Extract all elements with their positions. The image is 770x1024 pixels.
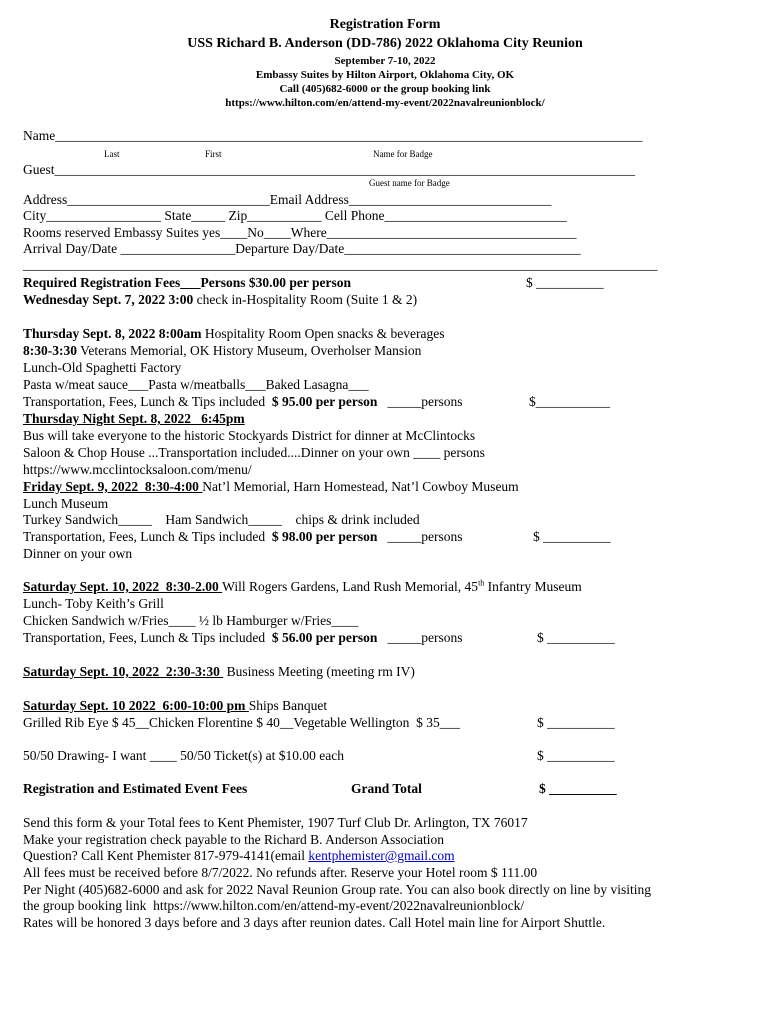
- thursday-night-detail-1: Bus will take everyone to the historic Stockyards District for dinner at McClintocks: [23, 428, 476, 443]
- friday-fee-price: $ 98.00 per person: [271, 529, 378, 544]
- name-sub-badge: Name for Badge: [373, 149, 433, 159]
- saturday-title-detail: Will Rogers Gardens, Land Rush Memorial, 45: [222, 579, 479, 594]
- footer-payable-line: Make your registration check payable to the Richard B. Anderson Association: [23, 832, 445, 847]
- footer-question-text: Question? Call Kent Phemister 817-979-4141(email: [23, 848, 309, 863]
- friday-fee-line[interactable]: [23, 530, 463, 544]
- required-fees-line[interactable]: Required Registration Fees___Persons $30.00 per person: [23, 275, 351, 290]
- hotel-venue: Embassy Suites by Hilton Airport, Oklahoma City, OK: [255, 69, 515, 81]
- thursday-lunch: Lunch-Old Spaghetti Factory: [23, 360, 182, 375]
- arrival-departure-line[interactable]: Arrival Day/Date _________________Departure Day/Date___________________________________: [23, 241, 581, 256]
- banquet-title-line: [23, 699, 327, 713]
- thursday-night-title: Thursday Night Sept. 8, 2022 6:45pm: [23, 411, 245, 426]
- form-title: Registration Form: [329, 17, 441, 32]
- friday-fee-pre: Transportation, Fees, Lunch & Tips included: [23, 529, 272, 544]
- drawing-line[interactable]: 50/50 Drawing- I want ____ 50/50 Ticket(s) at $10.00 each: [23, 748, 344, 763]
- contact-email-link[interactable]: kentphemister@gmail.com: [308, 848, 455, 863]
- friday-title: Friday Sept. 9, 2022 8:30-4:00: [23, 479, 203, 494]
- footer-fees-line: All fees must be received before 8/7/2022. No refunds after. Reserve your Hotel room $ 111.00: [23, 865, 538, 880]
- saturday-fee-line[interactable]: [23, 631, 463, 645]
- saturday-fee-price: $ 56.00 per person: [271, 630, 378, 645]
- hotel-phone-line: Call (405)682-6000 or the group booking link: [279, 83, 491, 95]
- friday-fee-persons[interactable]: _____persons: [377, 529, 463, 544]
- wednesday-label: Wednesday Sept. 7, 2022 3:00: [23, 292, 194, 307]
- friday-amount[interactable]: $ __________: [533, 529, 611, 544]
- thursday-meal-choices[interactable]: Pasta w/meat sauce___Pasta w/meatballs___Baked Lasagna___: [23, 377, 369, 392]
- grand-total-label: Grand Total: [351, 781, 422, 796]
- name-sub-first: First: [205, 149, 222, 159]
- footer-booking-link-line[interactable]: the group booking link https://www.hilton.com/en/attend-my-event/2022navalreunionblock/: [23, 898, 525, 913]
- friday-title-line: [23, 480, 519, 494]
- estimated-fees-label: Registration and Estimated Event Fees: [23, 781, 248, 796]
- thursday-detail-1: Hospitality Room Open snacks & beverages: [201, 326, 445, 341]
- name-field-line[interactable]: Name_______________________________________________________________________________________: [23, 128, 643, 143]
- banquet-title: Saturday Sept. 10 2022 6:00-10:00 pm: [23, 698, 249, 713]
- footer-rates-honored-line: Rates will be honored 3 days before and 3 days after reunion dates. Call Hotel main line for Airport Shuttle.: [23, 915, 606, 930]
- saturday-fee-pre: Transportation, Fees, Lunch & Tips included: [23, 630, 272, 645]
- friday-meal-choices[interactable]: Turkey Sandwich_____ Ham Sandwich_____ chips & drink included: [23, 512, 420, 527]
- required-fees-amount[interactable]: $ __________: [526, 275, 604, 290]
- friday-title-detail: Nat’l Memorial, Harn Homestead, Nat’l Cowboy Museum: [202, 479, 519, 494]
- thursday-fee-price: $ 95.00 per person: [271, 394, 378, 409]
- thursday-line-2: [23, 344, 421, 358]
- banquet-amount[interactable]: $ __________: [537, 715, 615, 730]
- saturday-amount[interactable]: $ __________: [537, 630, 615, 645]
- saturday-meal-choices[interactable]: Chicken Sandwich w/Fries____ ½ lb Hamburger w/Fries____: [23, 613, 359, 628]
- thursday-fee-pre: Transportation, Fees, Lunch & Tips included: [23, 394, 272, 409]
- reunion-subtitle: USS Richard B. Anderson (DD-786) 2022 Oklahoma City Reunion: [187, 36, 583, 51]
- thursday-fee-line[interactable]: [23, 395, 463, 409]
- thursday-line-1: [23, 327, 445, 341]
- footer-send-line: Send this form & your Total fees to Kent Phemister, 1907 Turf Club Dr. Arlington, TX 76017: [23, 815, 528, 830]
- thursday-fee-persons[interactable]: _____persons: [377, 394, 463, 409]
- footer-question-line: [23, 849, 455, 863]
- reunion-dates: September 7-10, 2022: [334, 55, 436, 67]
- friday-dinner: Dinner on your own: [23, 546, 133, 561]
- banquet-meal-choices[interactable]: Grilled Rib Eye $ 45__Chicken Florentine $ 40__Vegetable Wellington $ 35___: [23, 715, 460, 730]
- thursday-time-label: Thursday Sept. 8, 2022 8:00am: [23, 326, 202, 341]
- saturday-title-sup: th: [478, 578, 485, 588]
- name-sub-last: Last: [104, 149, 120, 159]
- friday-lunch: Lunch Museum: [23, 496, 109, 511]
- saturday-title-line: [23, 580, 582, 594]
- thursday-tour-detail: Veterans Memorial, OK History Museum, Overholser Mansion: [77, 343, 422, 358]
- guest-sub-badge: Guest name for Badge: [369, 178, 450, 188]
- drawing-amount[interactable]: $ __________: [537, 748, 615, 763]
- address-email-line[interactable]: Address______________________________Email Address______________________________: [23, 192, 552, 207]
- thursday-night-url[interactable]: https://www.mcclintocksaloon.com/menu/: [23, 462, 252, 477]
- footer-rate-line: Per Night (405)682-6000 and ask for 2022 Naval Reunion Group rate. You can also book directly on line by visiting: [23, 882, 652, 897]
- business-meeting-line: [23, 665, 415, 679]
- thursday-tour-time: 8:30-3:30: [23, 343, 77, 358]
- guest-field-line[interactable]: Guest______________________________________________________________________________________: [23, 162, 635, 177]
- business-meeting-detail: Business Meeting (meeting rm IV): [223, 664, 415, 679]
- booking-url: https://www.hilton.com/en/attend-my-event/2022navalreunionblock/: [225, 97, 545, 109]
- saturday-lunch: Lunch- Toby Keith’s Grill: [23, 596, 164, 611]
- thursday-amount[interactable]: $___________: [529, 394, 610, 409]
- saturday-fee-persons[interactable]: _____persons: [377, 630, 463, 645]
- city-state-zip-line[interactable]: City_________________ State_____ Zip___________ Cell Phone___________________________: [23, 208, 567, 223]
- grand-total-amount[interactable]: $ __________: [539, 781, 617, 796]
- rooms-reserved-line[interactable]: Rooms reserved Embassy Suites yes____No____Where_____________________________________: [23, 225, 577, 240]
- business-meeting-title: Saturday Sept. 10, 2022 2:30-3:30: [23, 664, 224, 679]
- saturday-title-end: Infantry Museum: [484, 579, 582, 594]
- wednesday-line: [23, 293, 417, 307]
- thursday-night-detail-2[interactable]: Saloon & Chop House ...Transportation included....Dinner on your own ____ persons: [23, 445, 485, 460]
- saturday-title: Saturday Sept. 10, 2022 8:30-2.00: [23, 579, 223, 594]
- divider-line: ______________________________________________________________________________________________: [23, 257, 658, 272]
- banquet-detail: Ships Banquet: [248, 698, 328, 713]
- wednesday-detail: check in-Hospitality Room (Suite 1 & 2): [193, 292, 418, 307]
